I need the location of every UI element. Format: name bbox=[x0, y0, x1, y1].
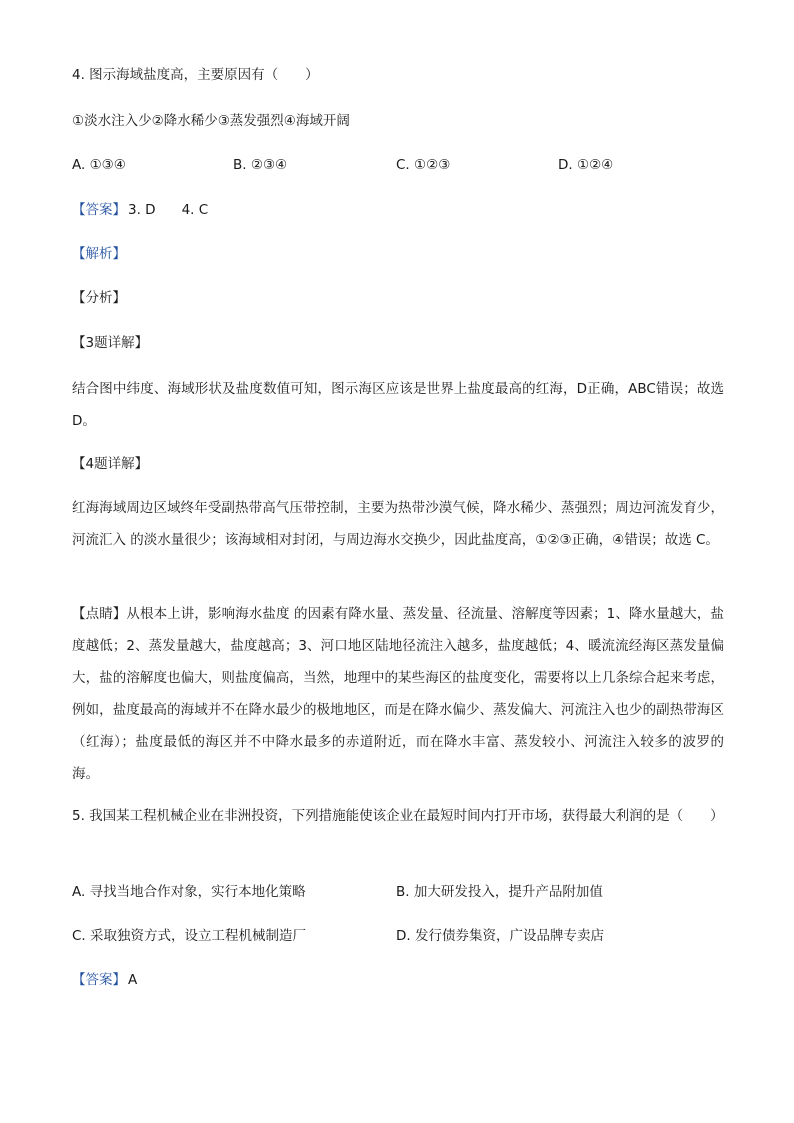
q4-option-d: D. ①②④ bbox=[558, 157, 614, 173]
q5-option-a: A. 寻找当地合作对象，实行本地化策略 bbox=[72, 884, 306, 900]
answer-3-value: 3. D bbox=[128, 202, 156, 218]
answer-5 bbox=[72, 969, 137, 991]
q4-detail-label: 【4题详解】 bbox=[72, 456, 149, 472]
answer-5-value: A bbox=[128, 972, 138, 988]
q4-option-c: C. ①②③ bbox=[396, 157, 451, 173]
q4-option-b: B. ②③④ bbox=[233, 157, 288, 173]
q5-option-b: B. 加大研发投入，提升产品附加值 bbox=[396, 884, 603, 900]
q4-factors: ①淡水注入少②降水稀少③蒸发强烈④海域开阔 bbox=[72, 113, 350, 129]
q4-stem: 4. 图示海域盐度高，主要原因有（ ） bbox=[72, 67, 319, 83]
q4-option-a: A. ①③④ bbox=[72, 157, 126, 173]
q4-detail-text: 红海海域周边区域终年受副热带高气压带控制，主要为热带沙漠气候，降水稀少、蒸强烈；周边河流发育少，河流汇入 的淡水量很少；该海域相对封闭，与周边海水交换少，因此盐度高，①②③正确，④错误；故选 C。 bbox=[72, 500, 724, 548]
q3-detail-text: 结合图中纬度、海域形状及盐度数值可知，图示海区应该是世界上盐度最高的红海，D正确，ABC错误；故选 D。 bbox=[72, 381, 724, 429]
tip-label: 【点睛】 bbox=[72, 606, 127, 622]
q5-stem: 5. 我国某工程机械企业在非洲投资，下列措施能使该企业在最短时间内打开市场，获得最大利润的是（ ） bbox=[72, 808, 724, 824]
answer-4-value: 4. C bbox=[181, 202, 209, 218]
tip-text: 从根本上讲，影响海水盐度 的因素有降水量、蒸发量、径流量、溶解度等因素；1、降水量越大，盐度越低；2、蒸发量越大，盐度越高；3、河口地区陆地径流注入越多，盐度越低；4、暖流流经海区蒸发量偏大，盐的溶解度也偏大，则盐度偏高，当然，地理中的某些海区的盐度变化，需要将以上几条综合起来考虑，例如，盐度最高的海域并不在降水最少的极地地区，而是在降水偏少、蒸发偏大、河流注入也少的副热带海区（红海）；盐度最低的海区并不中降水最多的赤道附近，而在降水丰富、蒸发较小、河流注入较多的波罗的海。 bbox=[72, 606, 725, 782]
tip-paragraph bbox=[72, 598, 724, 790]
answer-3-4 bbox=[72, 199, 208, 221]
analysis-label: 【解析】 bbox=[72, 246, 126, 262]
answer-label: 【答案】 bbox=[72, 202, 126, 218]
fenxi-label: 【分析】 bbox=[72, 290, 126, 306]
q3-detail-label: 【3题详解】 bbox=[72, 335, 149, 351]
q5-option-d: D. 发行债券集资，广设品牌专卖店 bbox=[396, 928, 604, 944]
answer-5-label: 【答案】 bbox=[72, 972, 126, 988]
q5-option-c: C. 采取独资方式，设立工程机械制造厂 bbox=[72, 928, 307, 944]
